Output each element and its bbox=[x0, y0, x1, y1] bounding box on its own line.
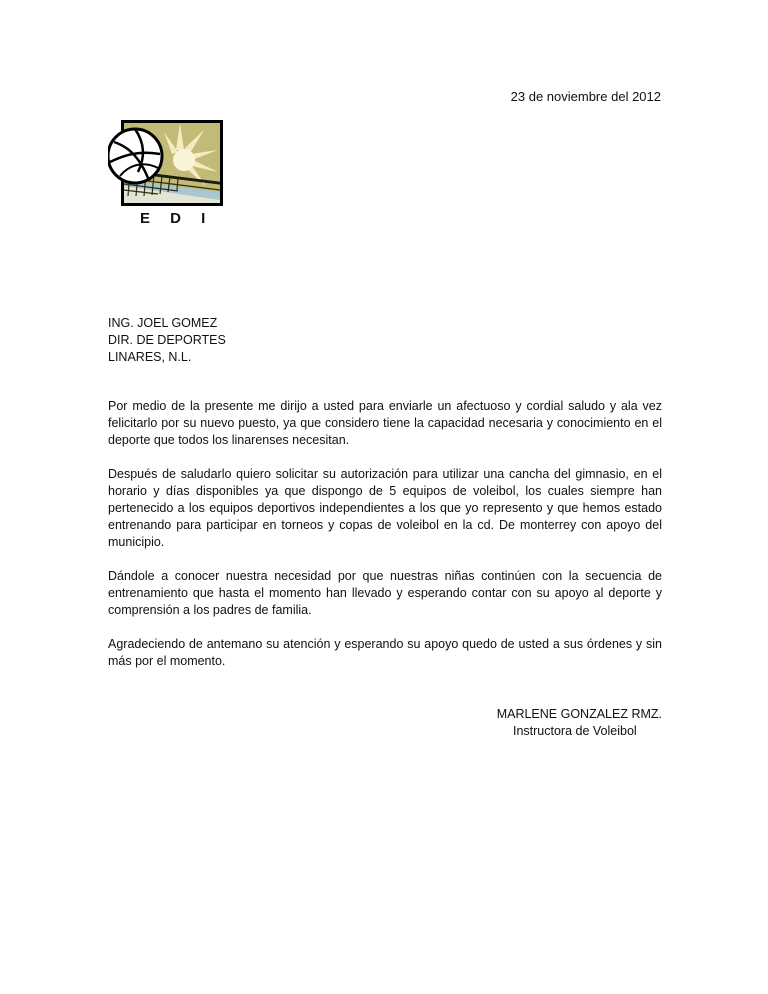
letter-body bbox=[108, 398, 662, 670]
signature-title: Instructora de Voleibol bbox=[513, 724, 637, 738]
body-paragraph-3: Dándole a conocer nuestra necesidad por que nuestras niñas continúen con la secuencia de entrenamiento que hasta el momento han llevado y esperando contar con su apoyo al deporte y comprensión a los padres de familia. bbox=[108, 569, 662, 617]
letter-date: 23 de noviembre del 2012 bbox=[510, 89, 661, 104]
volleyball-logo bbox=[108, 120, 224, 208]
body-paragraph-2: Después de saludarlo quiero solicitar su autorización para utilizar una cancha del gimnasio, en el horario y días disponibles ya que dispongo de 5 equipos de voleibol, los cuales siempre han pertenecido a los equipos deportivos independientes a los que yo represento y que hemos estado entrenando para participar en torneos y copas de voleibol en la cd. De monterrey con apoyo del municipio. bbox=[108, 467, 662, 549]
body-paragraph-4: Agradeciendo de antemano su atención y esperando su apoyo quedo de usted a sus órdenes y sin más por el momento. bbox=[108, 637, 662, 668]
signature-block bbox=[480, 706, 662, 740]
recipient-block bbox=[108, 315, 226, 366]
recipient-name: ING. JOEL GOMEZ bbox=[108, 316, 218, 330]
signature-name: MARLENE GONZALEZ RMZ. bbox=[496, 707, 662, 721]
logo-text: E D I bbox=[140, 210, 214, 227]
volleyball-icon bbox=[108, 129, 162, 183]
body-paragraph-1: Por medio de la presente me dirijo a usted para enviarle un afectuoso y cordial saludo y ala vez felicitarlo por su nuevo puesto, ya que considero tiene la capacidad necesaria y conocimiento en el deporte que todos los linarenses necesitan. bbox=[108, 399, 662, 447]
volleyball-logo-graphic bbox=[108, 120, 224, 208]
recipient-location: LINARES, N.L. bbox=[108, 350, 192, 364]
recipient-title: DIR. DE DEPORTES bbox=[108, 333, 226, 347]
